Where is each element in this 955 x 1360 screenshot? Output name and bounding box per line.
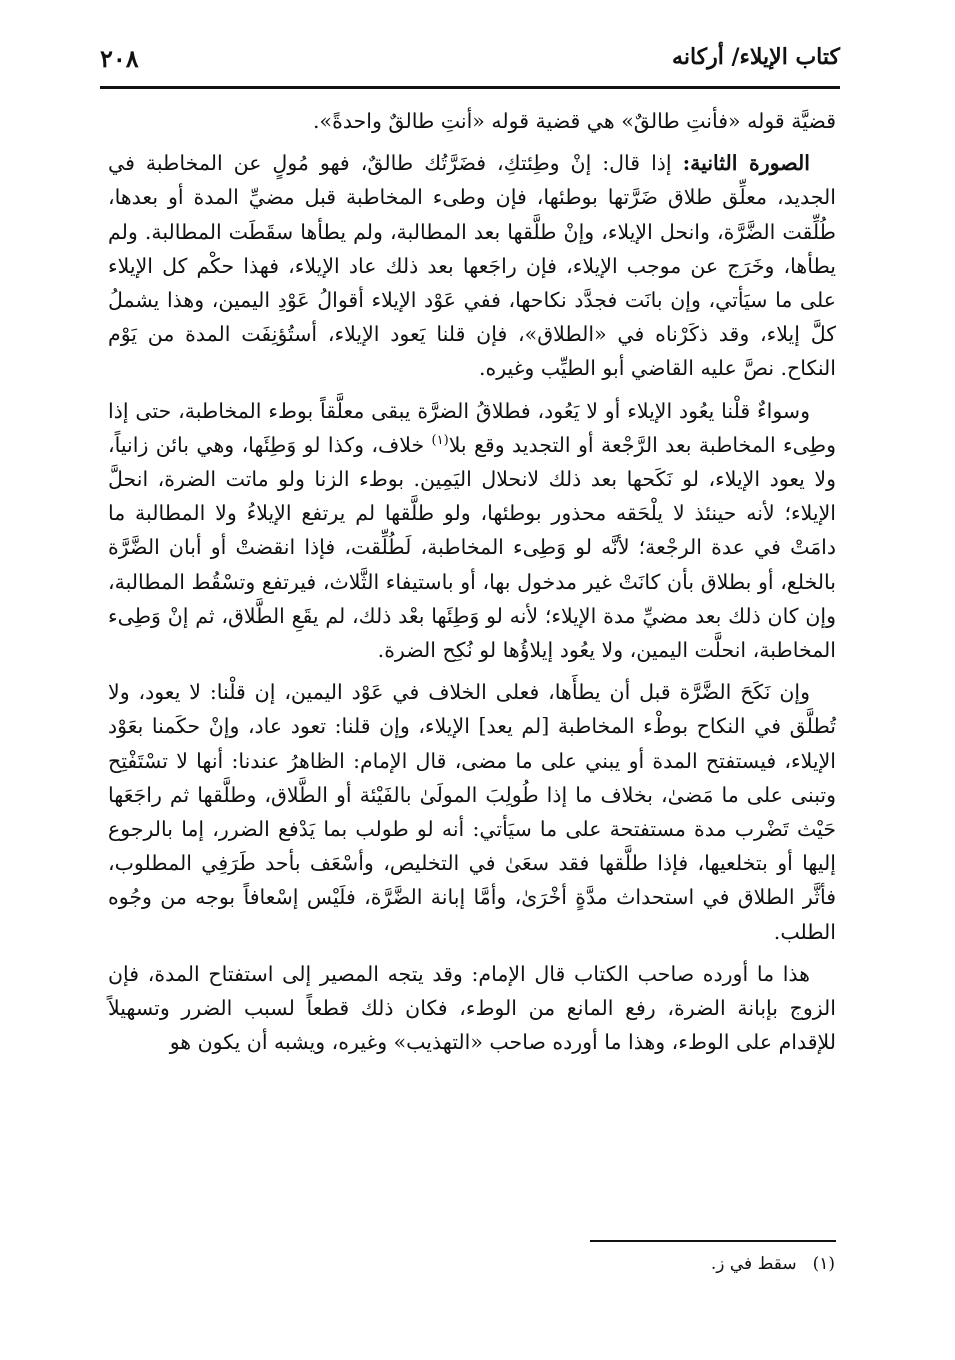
paragraph-5: هذا ما أورده صاحب الكتاب قال الإمام: وقد يتجه المصير إلى استفتاح المدة، فإن الزوج بإبانة الضرة، رفع المانع من الوطء، فكان ذلك قطعاً لسبب الضرر وتسهيلاً للإقدام على الوطء، وهذا ما أورده صاحب «التهذيب» وغيره، ويشبه أن يكون هو — [108, 961, 836, 1055]
running-title: كتاب الإيلاء/ أركانه — [672, 44, 840, 70]
paragraph-4: وإن نَكَحَ الضَّرَّة قبل أن يطأَها، فعلى الخلاف في عَوْد اليمين، إن قلْنا: لا يعود، ولا تُطلَّق في النكاح بوطْء المخاطبة [لم يعد] الإيلاء، وإن قلنا: تعود عاد، وإنْ حكَمنا بعَوْد الإيلاء، فيستفتح المدة أو يبني على ما مضى، قال الإمام: الظاهرُ عندنا: أنها لا تسْتَفْتِح وتبنى على ما مَضىٰ، بخلاف ما إذا طُولِبَ المولَىٰ بالفَيْئة أو الطَّلاق، وطلَّقها ثم راجَعَها حَيْث تَضْرب مدة مستفتحة على ما سيَأتي: أنه لو طولب بما يَدْفع الضرر، إما بالرجوع إليها أو بتخلعيها، فإذا طلَّقها فقد سعَىٰ في التخليص، وأسْعَف بأحد طَرَفِي المطلوب، فأثَّر الطلاق في استحداث مدَّةٍ أخْرَىٰ، وأمَّا إبانة الضَّرَّة، فلَيْس إسْعافاً بوجه من وجُوه الطلب. — [108, 680, 836, 944]
main-text — [108, 104, 836, 1067]
header-rule — [100, 86, 840, 89]
paragraph-2-heading: الصورة الثانية: — [682, 151, 810, 176]
paragraph-2 — [108, 146, 836, 385]
footnote-rule — [590, 1240, 836, 1242]
paragraph-3 — [108, 394, 836, 668]
footnote-text: سقط في ز. — [710, 1254, 797, 1274]
paragraph-1: قضيَّة قوله «فأنتِ طالقٌ» هي قضية قوله «أنتِ طالقٌ واحدةً». — [313, 109, 836, 133]
page-header — [100, 42, 840, 80]
paragraph-2-text: إذا قال: إنْ وطِئتكِ، فضَرَّتُك طالقٌ، فهو مُولٍ عن المخاطبة في الجديد، معلِّق طلاق ضَرَّتها بوطئها، فإن وطىء المخاطبة قبل مضيِّ المدة أو بعدها، طُلِّقت الضَّرَّة، وانحل الإيلاء، وإنْ طلَّقها بعد المطالبة، ولم يطأها سقَطَت المطالبة. ولم يطأها، وخَرَج عن موجب الإيلاء، فإن راجَعها بعد ذلك عاد الإيلاء، فهذا حكْم كل الإيلاء على ما سيَأتي، وإن بانَت فجدَّد نكاحها، ففي عَوْد الإيلاء أقوالُ عَوْدِ اليمين، وهذا يشملُ كلَّ إيلاء، وقد ذكَرْناه في «الطلاق»، فإن قلنا يَعود الإيلاء، أستُؤنِفَت المدة من يَوْم النكاح. نصَّ عليه القاضي أبو الطيِّب وغيره. — [108, 151, 836, 381]
paragraph-3-text-b: خلاف، وكذا لو وَطِئَها، وهي بائن زانياً، ولا يعود الإيلاء، لو نَكَحها بعد ذلك لانحلال اليَمِين. بوطء الزنا ولو ماتت الضرة، انحلَّ الإيلاء؛ لأنه حينئذ لا يلْحَقه محذور بوطئها، ولو طلَّقها لم يرتفع الإيلاءُ ولا المطالبة ما دامَتْ في عدة الرجْعة؛ لأنَّه لو وَطِىء المخاطبة، لَطُلِّقت، فإذا انقضتْ أو أبان الضَّرَّة بالخلع، أو بطلاق بأن كانَتْ غير مدخول بها، أو باستيفاء الثَّلاث، فيرتفع وتسْقُط المطالبة، وإن كان ذلك بعد مضيِّ مدة الإيلاء؛ لأنه لو وَطِئَها بعْد ذلك، لم يقَعِ الطَّلاق، ثم إنْ وَطِىء المخاطبة، انحلَّت اليمين، ولا يعُود إيلاؤُها لو نُكِح الضرة. — [108, 432, 836, 663]
footnote — [711, 1254, 835, 1274]
page-number: ٢٠٨ — [100, 44, 139, 73]
footnote-number: (١) — [812, 1254, 835, 1274]
paragraph-3-text-a: وسواءٌ قلْنا يعُود الإيلاء أو لا يَعُود، فطلاقُ الضرَّة يبقى معلَّقاً بوطء المخاطبة، حتى إذا وطِىء المخاطبة بعد الرَّجْعة أو التجديد وقع بلا — [108, 398, 836, 457]
footnote-reference[interactable]: (١) — [431, 433, 449, 448]
